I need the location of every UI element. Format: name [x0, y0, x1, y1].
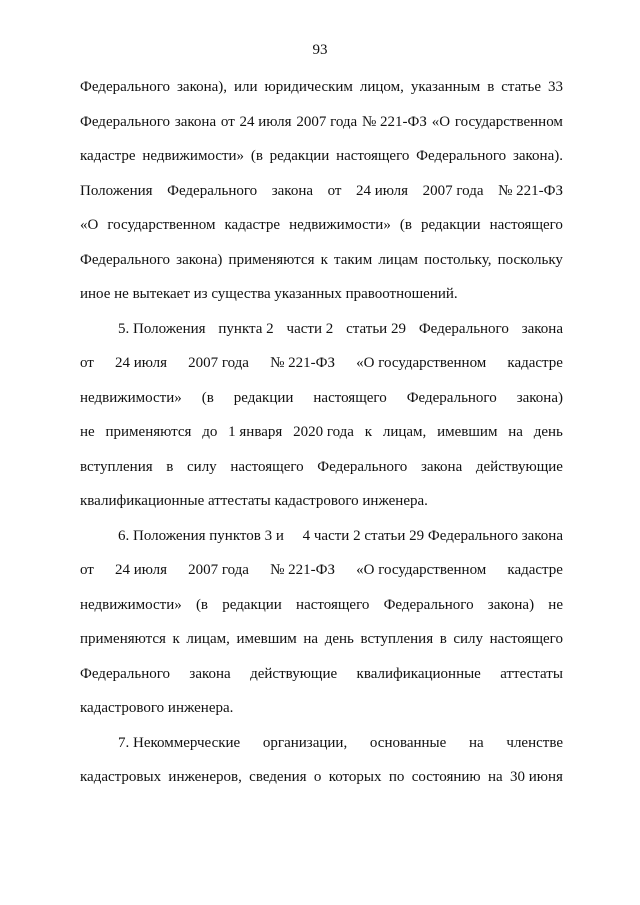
text-segment: кадастровых: [80, 769, 162, 785]
text-segment: Федерального: [80, 114, 171, 130]
text-segment: закона): [516, 390, 563, 406]
text-segment: 24 июля: [114, 355, 167, 371]
text-line: [80, 698, 563, 718]
text-segment: постольку,: [424, 252, 492, 268]
text-segment: 2020 года: [293, 424, 354, 440]
text-segment: о: [313, 769, 322, 785]
text-segment: настоящего: [230, 459, 304, 475]
text-segment: от: [80, 562, 94, 578]
text-segment: настоящего: [489, 217, 563, 233]
text-segment: от: [220, 114, 235, 130]
text-segment: редакции: [233, 390, 294, 406]
text-segment: на: [487, 769, 503, 785]
text-segment: силу: [453, 631, 484, 647]
text-line: [80, 664, 563, 684]
text-line: [80, 491, 563, 511]
text-segment: лицам,: [186, 631, 230, 647]
text-segment: к: [320, 252, 328, 268]
text-segment: в: [487, 79, 495, 95]
text-segment: 6. Положения пунктов 3 и: [118, 528, 284, 544]
text-segment: лицом,: [359, 79, 404, 95]
text-segment: имевшим: [437, 424, 498, 440]
text-segment: на: [508, 424, 523, 440]
text-segment: части 2: [286, 321, 334, 337]
text-line: [80, 767, 563, 787]
text-segment: кадастре: [224, 217, 281, 233]
text-segment: «О: [431, 114, 451, 130]
page-number: 93: [312, 42, 328, 58]
text-segment: кадастре: [507, 562, 563, 578]
text-segment: таким: [334, 252, 373, 268]
text-segment: иное не вытекает из существа указанных правоотношений.: [80, 286, 458, 302]
text-segment: недвижимости»: [142, 148, 245, 164]
text-segment: Федерального: [80, 79, 171, 95]
text-segment: силу: [187, 459, 217, 475]
text-line: [80, 560, 563, 580]
text-segment: которых: [328, 769, 382, 785]
text-segment: лицам,: [382, 424, 427, 440]
text-segment: 4 части 2 статьи 29 Федерального закона: [302, 528, 563, 544]
text-segment: № 221-ФЗ: [498, 183, 563, 199]
text-segment: не: [548, 597, 563, 613]
text-segment: на: [303, 631, 319, 647]
text-segment: имевшим: [236, 631, 297, 647]
text-line: [118, 733, 563, 753]
text-segment: настоящего: [336, 148, 410, 164]
text-line: [80, 353, 563, 373]
text-segment: аттестаты: [500, 666, 563, 682]
text-segment: до: [202, 424, 218, 440]
text-segment: 2007 года: [296, 114, 358, 130]
text-segment: Федерального: [80, 666, 171, 682]
text-line: [80, 146, 563, 166]
text-segment: в: [439, 631, 447, 647]
text-segment: (в: [399, 217, 412, 233]
text-segment: государственном: [107, 217, 216, 233]
text-segment: № 221-ФЗ: [270, 355, 335, 371]
text-segment: кадастре: [507, 355, 563, 371]
text-segment: членстве: [506, 735, 563, 751]
text-segment: сведения: [249, 769, 307, 785]
text-segment: статье: [501, 79, 541, 95]
text-line: [80, 422, 563, 442]
text-segment: «О государственном: [356, 562, 487, 578]
text-segment: квалификационные аттестаты кадастрового инженера.: [80, 493, 428, 509]
text-segment: редакции: [222, 597, 282, 613]
text-segment: кадастрового инженера.: [80, 700, 234, 716]
text-segment: 2007 года: [188, 562, 249, 578]
text-segment: статьи 29: [346, 321, 406, 337]
text-line: [80, 388, 563, 408]
text-line: [118, 319, 563, 339]
text-segment: (в: [250, 148, 263, 164]
text-segment: указанным: [410, 79, 481, 95]
text-segment: кадастре: [80, 148, 136, 164]
text-segment: в: [166, 459, 174, 475]
text-segment: закона): [487, 597, 535, 613]
text-segment: 30 июня: [510, 769, 563, 785]
text-segment: квалификационные: [356, 666, 481, 682]
text-segment: к: [364, 424, 373, 440]
text-segment: настоящего: [313, 390, 387, 406]
text-segment: закона: [420, 459, 463, 475]
text-segment: применяются: [228, 252, 315, 268]
text-segment: закона),: [176, 79, 228, 95]
text-segment: пункта 2: [218, 321, 274, 337]
text-segment: настоящего: [489, 631, 563, 647]
text-line: [80, 112, 563, 132]
text-segment: «О государственном: [356, 355, 487, 371]
text-segment: закона).: [512, 148, 563, 164]
text-segment: применяются: [105, 424, 192, 440]
text-segment: настоящего: [296, 597, 370, 613]
text-segment: (в: [195, 597, 209, 613]
text-segment: юридическим: [264, 79, 353, 95]
text-segment: действующие: [250, 666, 338, 682]
text-segment: от: [327, 183, 342, 199]
text-segment: не: [80, 424, 95, 440]
text-segment: день: [533, 424, 563, 440]
text-segment: Федерального: [383, 597, 474, 613]
text-segment: действующие: [475, 459, 563, 475]
text-segment: Федерального: [317, 459, 408, 475]
text-segment: государственном: [454, 114, 563, 130]
text-segment: инженеров,: [168, 769, 242, 785]
text-line: [80, 629, 563, 649]
text-line: [80, 457, 563, 477]
text-segment: на: [469, 735, 484, 751]
text-segment: Федерального: [80, 252, 171, 268]
text-segment: лицам: [378, 252, 419, 268]
text-segment: от: [80, 355, 94, 371]
text-segment: 2007 года: [188, 355, 249, 371]
text-segment: редакции: [269, 148, 330, 164]
text-segment: Федерального: [418, 321, 509, 337]
text-segment: закона: [521, 321, 563, 337]
text-segment: основанные: [369, 735, 447, 751]
text-segment: или: [233, 79, 258, 95]
text-segment: применяются: [80, 631, 166, 647]
text-segment: 24 июля: [239, 114, 292, 130]
text-line: [80, 284, 563, 304]
text-line: [80, 250, 563, 270]
text-segment: 2007 года: [422, 183, 484, 199]
text-segment: поскольку: [497, 252, 563, 268]
text-segment: редакции: [420, 217, 481, 233]
text-segment: закона: [174, 114, 217, 130]
text-segment: закона: [271, 183, 314, 199]
text-segment: недвижимости»: [80, 390, 182, 406]
text-segment: Федерального: [416, 148, 507, 164]
text-segment: «О: [80, 217, 99, 233]
text-segment: Федерального: [167, 183, 258, 199]
text-segment: вступления: [80, 459, 153, 475]
text-line: [80, 181, 563, 201]
text-line: [80, 77, 563, 97]
text-segment: недвижимости»: [289, 217, 391, 233]
text-segment: состоянию: [411, 769, 481, 785]
text-segment: Положения: [80, 183, 153, 199]
text-segment: закона): [176, 252, 223, 268]
text-line: [80, 595, 563, 615]
text-segment: организации,: [262, 735, 348, 751]
text-segment: 24 июля: [356, 183, 409, 199]
text-segment: 33: [547, 79, 563, 95]
text-segment: № 221-ФЗ: [361, 114, 427, 130]
text-line: [80, 215, 563, 235]
text-segment: (в: [201, 390, 214, 406]
text-segment: недвижимости»: [80, 597, 182, 613]
text-segment: 24 июля: [114, 562, 167, 578]
text-segment: 5. Положения: [118, 321, 206, 337]
text-segment: закона: [189, 666, 231, 682]
text-line: [118, 526, 563, 546]
text-segment: 7. Некоммерческие: [118, 735, 241, 751]
text-segment: № 221-ФЗ: [270, 562, 335, 578]
text-segment: по: [388, 769, 405, 785]
text-segment: Федерального: [406, 390, 497, 406]
text-segment: вступления: [360, 631, 434, 647]
text-segment: 1 января: [228, 424, 283, 440]
text-segment: к: [172, 631, 180, 647]
text-segment: день: [324, 631, 354, 647]
